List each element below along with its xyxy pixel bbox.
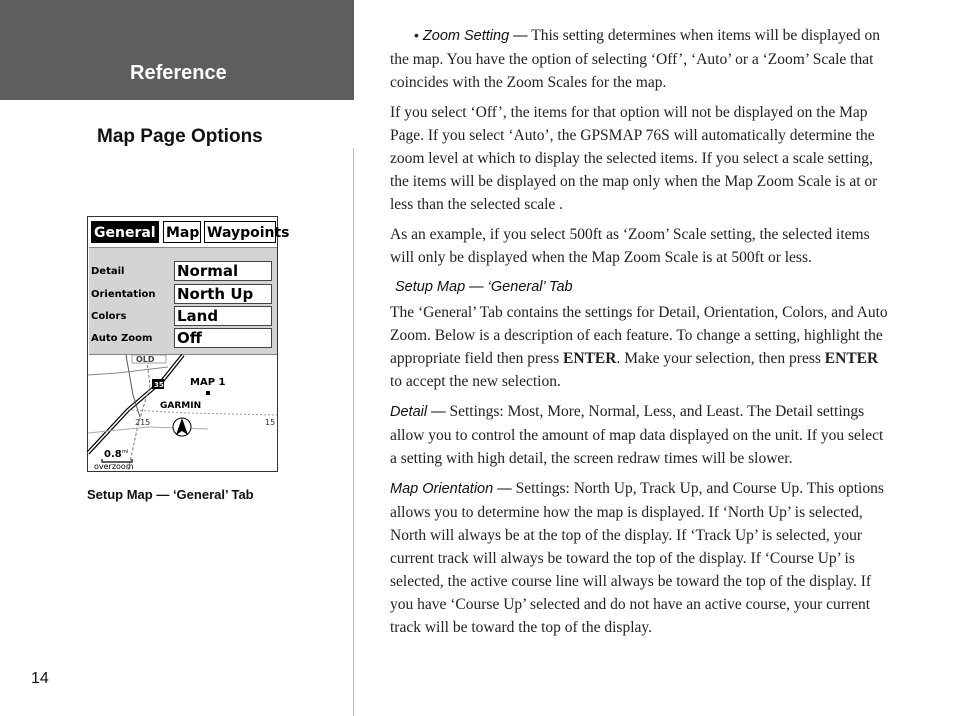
setting-value: Normal bbox=[174, 261, 272, 281]
left-column bbox=[0, 0, 354, 716]
setting-name: Orientation bbox=[91, 289, 156, 300]
route-shield-number: 35 bbox=[154, 381, 164, 389]
map-scale-value: 0.8 bbox=[104, 449, 122, 460]
figure-caption: Setup Map — ‘General’ Tab bbox=[87, 487, 254, 502]
device-screen-figure bbox=[87, 216, 290, 472]
setting-name: Detail bbox=[91, 266, 125, 277]
map-zoom-status: overzoom bbox=[94, 462, 134, 471]
enter-key-label: ENTER bbox=[563, 350, 617, 367]
bullet-icon: • bbox=[414, 27, 419, 43]
column-divider bbox=[353, 148, 354, 716]
map-old-label: OLD bbox=[136, 355, 155, 364]
example-paragraph: As an example, if you select 500ft as ‘Zoom’ Scale setting, the selected items will only be displayed when the Map Zoom Scale is at 500ft or less. bbox=[390, 226, 870, 266]
road-label-215: 215 bbox=[135, 418, 151, 427]
zoom-setting-paragraph bbox=[390, 24, 890, 94]
detail-paragraph bbox=[390, 400, 890, 470]
city-label: GARMIN bbox=[160, 401, 202, 411]
body-text-column bbox=[390, 24, 890, 646]
orientation-text: Settings: North Up, Track Up, and Course Up. This options allows you to determine how the map is displayed. If ‘North Up’ is selected, North will always be at the top of the display. If ‘Track Up’ is selected, your current track will always be toward the top of the display. If ‘Course Up’ is selected, the active course line will always be toward the top of the display. If you have ‘Course Up’ selected and do not have an active course, your current track will be toward the top of the display. bbox=[390, 480, 884, 636]
setting-row-auto-zoom bbox=[89, 327, 277, 349]
device-tab-map: Map bbox=[163, 221, 201, 243]
section-tab-label: Reference bbox=[130, 62, 227, 84]
section-tab bbox=[0, 0, 354, 100]
device-tab-bar bbox=[91, 221, 290, 245]
device-tab-waypoints: Waypoints bbox=[204, 221, 276, 243]
setting-row-detail bbox=[89, 260, 277, 282]
enter-key-label: ENTER bbox=[824, 350, 879, 367]
page-heading: Map Page Options bbox=[97, 126, 263, 147]
setting-value: North Up bbox=[174, 284, 272, 304]
waypoint-label: MAP 1 bbox=[190, 377, 226, 388]
setting-row-orientation bbox=[89, 283, 277, 305]
road-label-15: 15 bbox=[265, 418, 276, 427]
general-tab-text: . Make your selection, then press bbox=[616, 350, 825, 367]
orientation-runin: Map Orientation — bbox=[390, 481, 512, 497]
detail-text: Settings: Most, More, Normal, Less, and Least. The Detail settings allow you to control the amount of map data displayed on the unit. If you select a setting with high detail, the screen redraw times will be slower. bbox=[390, 403, 884, 467]
waypoint-icon bbox=[206, 391, 210, 395]
orientation-paragraph bbox=[390, 477, 890, 639]
general-tab-paragraph bbox=[390, 301, 890, 393]
setting-row-colors bbox=[89, 305, 277, 327]
setting-name: Colors bbox=[91, 311, 127, 322]
setting-value: Land bbox=[174, 306, 272, 326]
select-options-paragraph: If you select ‘Off’, the items for that option will not be displayed on the Map Page. If you select ‘Auto’, the GPSMAP 76S will automatically determine the zoom level at which to display the selected items. If you select a scale setting, the items will be displayed on the map only when the Map Zoom Scale is at or less than the selected scale . bbox=[390, 104, 878, 213]
device-tab-general: General bbox=[91, 221, 159, 243]
map-minor-road bbox=[128, 410, 277, 415]
setting-name: Auto Zoom bbox=[91, 333, 153, 344]
detail-runin: Detail — bbox=[390, 404, 446, 420]
general-tab-heading: Setup Map — ‘General’ Tab bbox=[395, 279, 573, 295]
device-settings-panel bbox=[89, 247, 277, 355]
page-number: 14 bbox=[31, 670, 49, 687]
device-map-view bbox=[88, 355, 277, 471]
setting-value: Off bbox=[174, 328, 272, 348]
zoom-setting-text: This setting determines when items will be displayed on the map. You have the option of selecting ‘Off’, ‘Auto’ or a ‘Zoom’ Scale that coincides with the Zoom Scales for the map. bbox=[390, 27, 880, 91]
general-tab-text: The ‘General’ Tab contains the settings for Detail, Orientation, Colors, and Auto Zoom. Below is a description of each feature. To change a setting, highlight the appropriate field then press bbox=[390, 304, 888, 367]
map-scale-unit: mi bbox=[122, 449, 129, 455]
zoom-setting-runin: Zoom Setting — bbox=[422, 28, 528, 44]
general-tab-text: to accept the new selection. bbox=[390, 373, 561, 390]
